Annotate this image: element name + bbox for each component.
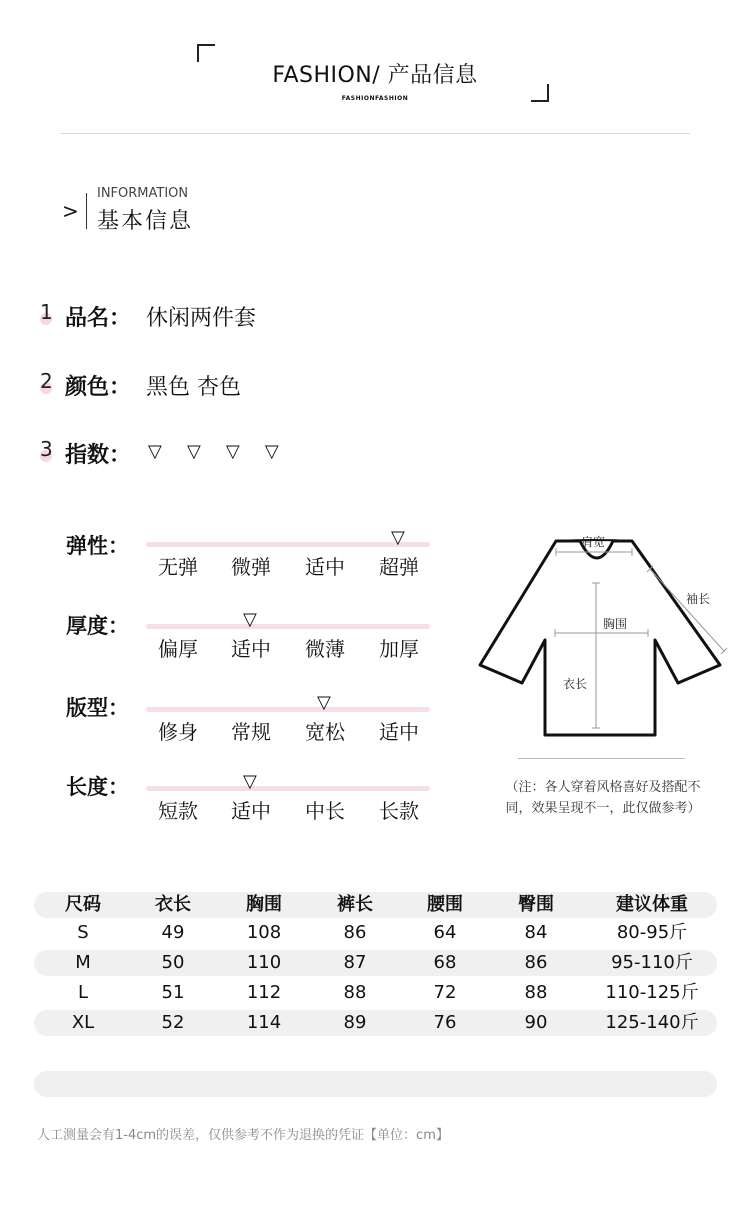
rating-label-elasticity: 弹性：: [66, 534, 129, 558]
table-cell: 125-140斤: [605, 1012, 699, 1033]
section-title-en: INFORMATION: [97, 186, 189, 201]
page-subtitle: FASHIONFASHION: [341, 95, 409, 102]
table-cell: 112: [246, 982, 282, 1003]
table-cell: 89: [343, 1012, 367, 1033]
empty-row: [34, 1071, 717, 1097]
triangle-icon: ▽: [225, 441, 240, 462]
table-cell: 64: [433, 922, 457, 943]
table-cell: 95-110斤: [611, 952, 693, 973]
table-cell: 51: [161, 982, 185, 1003]
rating-label-fit: 版型：: [66, 696, 129, 720]
rating-marker-icon: ▽: [243, 609, 257, 630]
rating-option: 加厚: [379, 637, 419, 661]
table-header-cell: 腰围: [427, 894, 463, 915]
table-row: [34, 1010, 717, 1036]
table-cell: 86: [343, 922, 367, 943]
section-title-cn: 基本信息: [97, 209, 194, 234]
table-header-cell: 尺码: [65, 894, 101, 915]
rating-option: 中长: [305, 799, 345, 823]
rating-label-length: 长度：: [66, 775, 129, 799]
table-header-cell: 胸围: [246, 894, 282, 915]
rating-option: 超弹: [379, 555, 419, 579]
diagram-note: [478, 777, 728, 819]
table-cell: XL: [71, 1012, 95, 1033]
table-cell: 50: [161, 952, 185, 973]
info-number: 3: [40, 437, 53, 461]
rating-option: 宽松: [305, 720, 345, 744]
triangle-icon: ▽: [186, 441, 201, 462]
table-cell: 88: [524, 982, 548, 1003]
table-cell: S: [77, 922, 89, 943]
table-cell: 84: [524, 922, 548, 943]
rating-option: 适中: [379, 720, 419, 744]
rating-track: [146, 624, 430, 629]
triangle-icon: ▽: [148, 441, 162, 462]
index-icons: [148, 441, 299, 462]
table-cell: 52: [161, 1012, 185, 1033]
table-header-cell: 衣长: [155, 894, 191, 915]
table-cell: 68: [433, 952, 457, 973]
corner-bracket-bottom-right: [531, 84, 549, 102]
table-cell: 72: [433, 982, 457, 1003]
rating-option: 微薄: [305, 637, 345, 661]
info-label-color: 颜色：: [65, 375, 132, 400]
info-number: 1: [40, 300, 53, 324]
rating-option: 适中: [305, 555, 345, 579]
table-cell: 108: [246, 922, 282, 943]
info-label-name: 品名：: [65, 306, 132, 331]
table-cell: 76: [433, 1012, 457, 1033]
triangle-icon: ▽: [264, 441, 279, 462]
table-cell: 110-125斤: [605, 982, 699, 1003]
rating-option: 长款: [379, 799, 419, 823]
table-header-cell: 建议体重: [616, 894, 688, 915]
footnote: 人工测量会有1-4cm的误差，仅供参考不作为退换的凭证【单位：cm】: [37, 1128, 449, 1143]
table-row: [34, 950, 717, 976]
diagram-label-sleeve: 袖长: [686, 592, 711, 606]
header-divider: [60, 133, 690, 134]
table-cell: 90: [524, 1012, 548, 1033]
table-row: [34, 920, 717, 946]
rating-option: 微弹: [231, 555, 271, 579]
table-cell: 80-95斤: [616, 922, 688, 943]
rating-track: [146, 707, 430, 712]
diagram-note-line: 同，效果呈现不一，此仅做参考）: [505, 801, 701, 816]
diagram-label-shoulder: 肩宽: [581, 535, 606, 549]
table-row: [34, 980, 717, 1006]
section-arrow-icon: >: [62, 199, 79, 223]
page-title: FASHION/ 产品信息: [272, 63, 478, 88]
rating-marker-icon: ▽: [243, 771, 257, 792]
table-cell: L: [77, 982, 89, 1003]
info-row-color: [40, 369, 53, 393]
rating-track: [146, 542, 430, 547]
info-number: 2: [40, 369, 53, 393]
info-row-name: [40, 300, 53, 324]
table-cell: 49: [161, 922, 185, 943]
diagram-note-line: （注：各人穿着风格喜好及搭配不: [505, 780, 701, 795]
garment-diagram-icon: [470, 525, 740, 750]
info-row-index: [40, 437, 53, 461]
table-cell: 114: [246, 1012, 282, 1033]
table-cell: 87: [343, 952, 367, 973]
rating-option: 无弹: [158, 555, 198, 579]
section-divider: [86, 193, 87, 229]
table-cell: M: [75, 952, 91, 973]
diagram-baseline: [518, 758, 685, 759]
rating-option: 短款: [158, 799, 198, 823]
table-header-cell: 裤长: [337, 894, 373, 915]
rating-option: 常规: [231, 720, 271, 744]
table-header: [34, 892, 717, 918]
diagram-label-chest: 胸围: [603, 617, 628, 631]
table-cell: 110: [246, 952, 282, 973]
rating-marker-icon: ▽: [317, 692, 331, 713]
rating-option: 适中: [231, 799, 271, 823]
rating-label-thickness: 厚度：: [66, 614, 129, 638]
info-label-index: 指数：: [65, 443, 132, 468]
rating-option: 适中: [231, 637, 271, 661]
rating-marker-icon: ▽: [391, 527, 405, 548]
diagram-label-length: 衣长: [563, 677, 588, 691]
rating-option: 修身: [158, 720, 198, 744]
rating-track: [146, 786, 430, 791]
table-header-cell: 臀围: [518, 894, 554, 915]
info-value-name: 休闲两件套: [146, 306, 257, 331]
table-cell: 86: [524, 952, 548, 973]
rating-option: 偏厚: [158, 637, 198, 661]
table-cell: 88: [343, 982, 367, 1003]
info-value-color: 黑色 杏色: [146, 375, 241, 400]
